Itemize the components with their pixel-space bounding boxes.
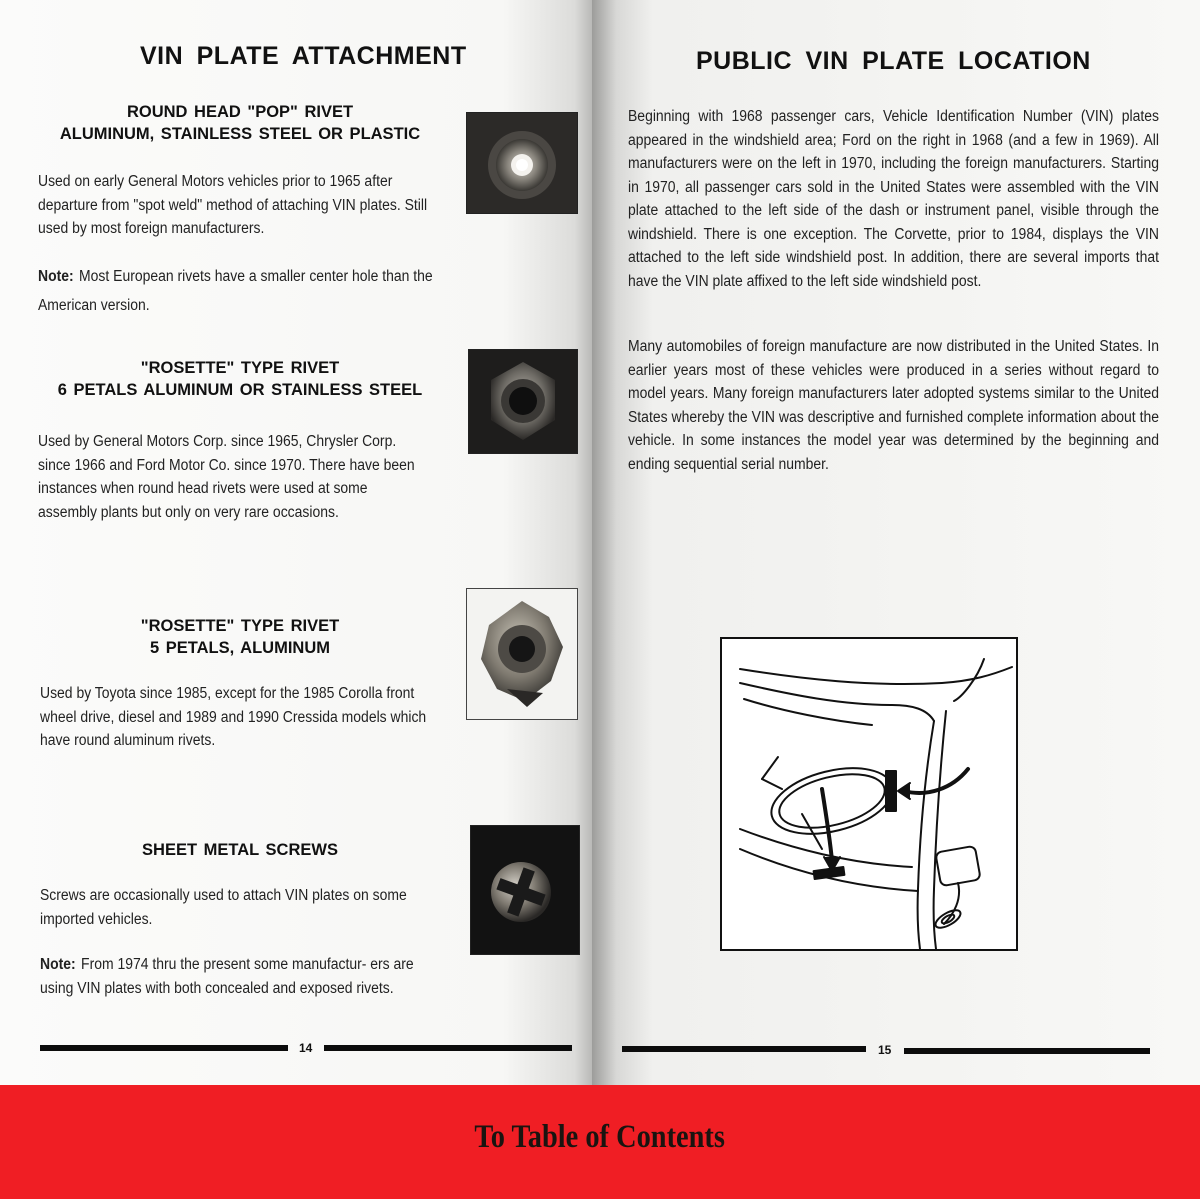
left-page bbox=[0, 0, 592, 1085]
page-rule bbox=[40, 1045, 288, 1051]
section-heading-line: ALUMINUM, STAINLESS STEEL OR PLASTIC bbox=[59, 125, 421, 143]
section-heading-line: 6 PETALS ALUMINUM OR STAINLESS STEEL bbox=[57, 381, 423, 399]
section-heading-line: "ROSETTE" TYPE RIVET bbox=[140, 617, 340, 635]
page-title: VIN PLATE ATTACHMENT bbox=[140, 42, 467, 70]
page-rule bbox=[324, 1045, 572, 1051]
section-body: Used on early General Motors vehicles prior to 1965 after departure from "spot weld" method of attaching VIN plates. Still used by most foreign manufacturers. bbox=[38, 173, 428, 237]
note bbox=[38, 262, 443, 320]
section-heading-pop-rivet bbox=[40, 101, 440, 145]
section-heading-rosette-5 bbox=[40, 615, 440, 659]
paragraph: Many automobiles of foreign manufacture are now distributed in the United States. In earlier years most of these vehicles were produced in a series without regard to model years. Many foreign manufacturers later adopted systems similar to the United States whereby the VIN was descriptive and furnished complete information about the vehicle. In some instances the model year was determined by the beginning and ending sequential serial number. bbox=[628, 338, 1159, 473]
windshield-vin-location-illustration bbox=[720, 637, 1018, 951]
table-of-contents-link[interactable] bbox=[0, 1119, 1200, 1156]
section-heading-sheet-metal-screws bbox=[40, 839, 440, 861]
page-rule bbox=[622, 1046, 866, 1052]
section-heading-line: ROUND HEAD "POP" RIVET bbox=[126, 103, 354, 121]
footer-bar bbox=[0, 1085, 1200, 1199]
rosette-5-petal-rivet-photo bbox=[466, 588, 578, 720]
section-heading-line: 5 PETALS, ALUMINUM bbox=[150, 639, 330, 657]
note-label: Note: bbox=[40, 956, 76, 973]
section-body: Used by Toyota since 1985, except for the 1985 Corolla front wheel drive, diesel and 1989 and 1990 Cressida models which have round aluminum rivets. bbox=[40, 685, 427, 749]
sheet-metal-screw-photo bbox=[470, 825, 580, 955]
section-body: Used by General Motors Corp. since 1965, Chrysler Corp. since 1966 and Ford Motor Co. since 1970. There have been instances when round head rivets were used at some assembly plants but only on very rare occasions. bbox=[38, 433, 415, 521]
note-text: From 1974 thru the present some manufactur- ers are using VIN plates with both concealed and exposed rivets. bbox=[40, 956, 414, 997]
page-number: 14 bbox=[299, 1041, 313, 1055]
rosette-6-petal-rivet-photo bbox=[468, 349, 578, 454]
table-of-contents-link-text: To Table of Contents bbox=[474, 1119, 726, 1155]
section-body: Screws are occasionally used to attach VIN plates on some imported vehicles. bbox=[40, 887, 407, 928]
note bbox=[40, 953, 436, 1000]
note-label: Note: bbox=[38, 268, 74, 285]
pop-rivet-photo bbox=[466, 112, 578, 214]
section-heading-line: "ROSETTE" TYPE RIVET bbox=[140, 359, 340, 377]
section-heading-rosette-6 bbox=[40, 357, 440, 401]
note-text: Most European rivets have a smaller center hole than the American version. bbox=[38, 268, 433, 314]
page-rule bbox=[904, 1048, 1150, 1054]
paragraph: Beginning with 1968 passenger cars, Vehicle Identification Number (VIN) plates appeared in the windshield area; Ford on the right in 1968 (and a few in 1969). All manufacturers were on the left in 1970, including the foreign manufacturers. Starting in 1970, all passenger cars sold in the United States were assembled with the VIN plate attached to the left side of the dash or instrument panel, visible through the windshield. There is one exception. The Corvette, prior to 1984, displays the VIN attached to the left side windshield post. In addition, there are several imports that have the VIN plate affixed to the left side windshield post. bbox=[628, 108, 1159, 290]
section-heading-line: SHEET METAL SCREWS bbox=[142, 841, 338, 859]
page-title: PUBLIC VIN PLATE LOCATION bbox=[696, 47, 1091, 75]
page-number: 15 bbox=[878, 1043, 892, 1057]
